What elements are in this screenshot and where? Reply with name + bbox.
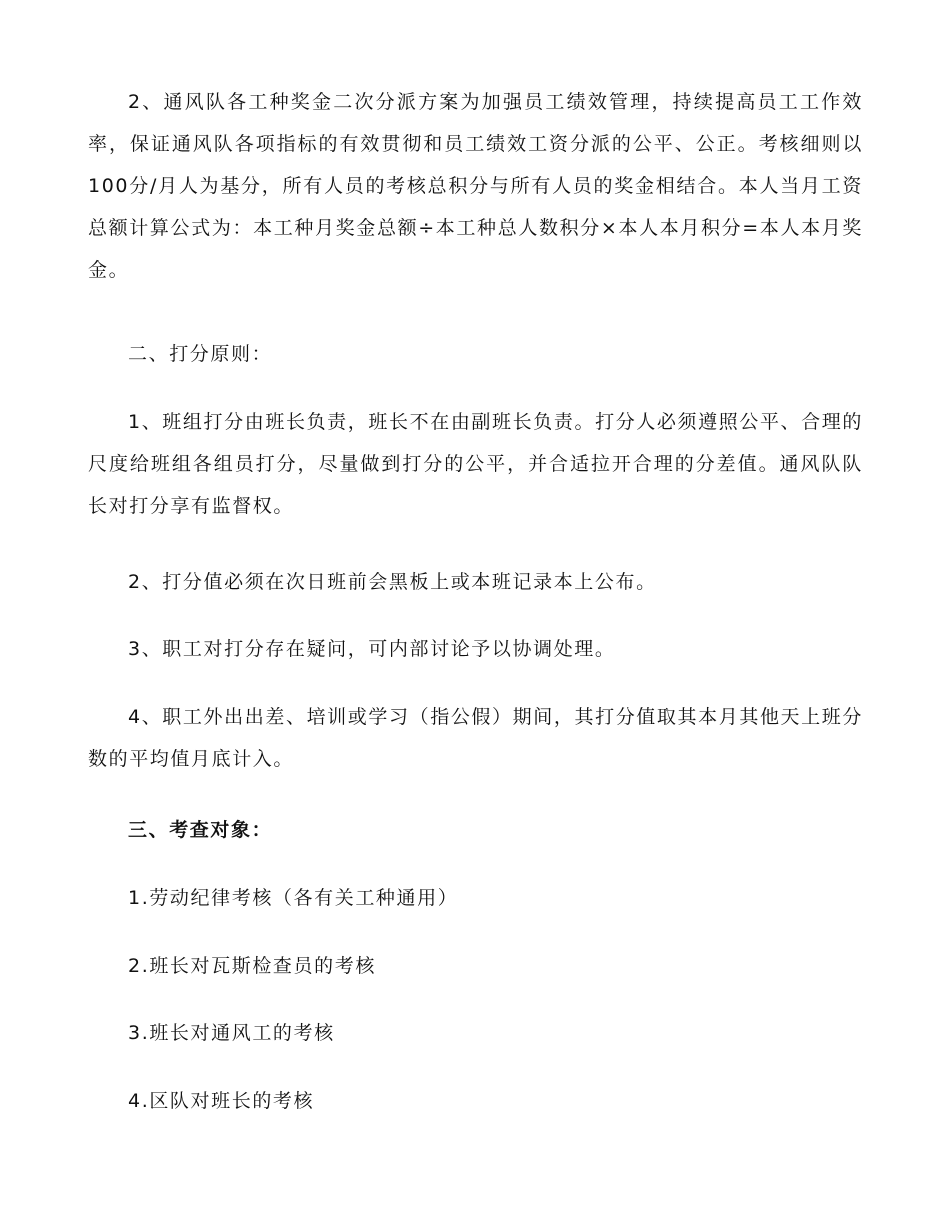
list-item-ventilation-worker: 3.班长对通风工的考核: [128, 1022, 335, 1044]
heading-scoring-principles: 二、打分原则：: [128, 343, 273, 365]
paragraph-scoring-rule-4: 4、职工外出出差、培训或学习（指公假）期间，其打分值取其本月其他天上班分数的平均值月底计入。: [88, 706, 863, 770]
list-item-labor-discipline: 1.劳动纪律考核（各有关工种通用）: [128, 887, 459, 909]
paragraph-scoring-rule-3: 3、职工对打分存在疑问，可内部讨论予以协调处理。: [128, 638, 616, 660]
paragraph-scoring-rule-2: 2、打分值必须在次日班前会黑板上或本班记录本上公布。: [128, 571, 657, 593]
heading-assessment-objects: 三、考查对象：: [128, 819, 273, 841]
paragraph-scoring-rule-1: 1、班组打分由班长负责，班长不在由副班长负责。打分人必须遵照公平、合理的尺度给班组各组员打分，尽量做到打分的公平，并合适拉开合理的分差值。通风队队长对打分享有监督权。: [88, 411, 863, 517]
list-item-gas-inspector: 2.班长对瓦斯检查员的考核: [128, 955, 376, 977]
list-item-team-leader: 4.区队对班长的考核: [128, 1090, 315, 1112]
paragraph-bonus-scheme: 2、通风队各工种奖金二次分派方案为加强员工绩效管理，持续提高员工工作效率，保证通风队各项指标的有效贯彻和员工绩效工资分派的公平、公正。考核细则以100分/月人为基分，所有人员的考核总积分与所有人员的奖金相结合。本人当月工资总额计算公式为：本工种月奖金总额÷本工种总人数积分×本人本月积分=本人本月奖金。: [88, 91, 863, 281]
